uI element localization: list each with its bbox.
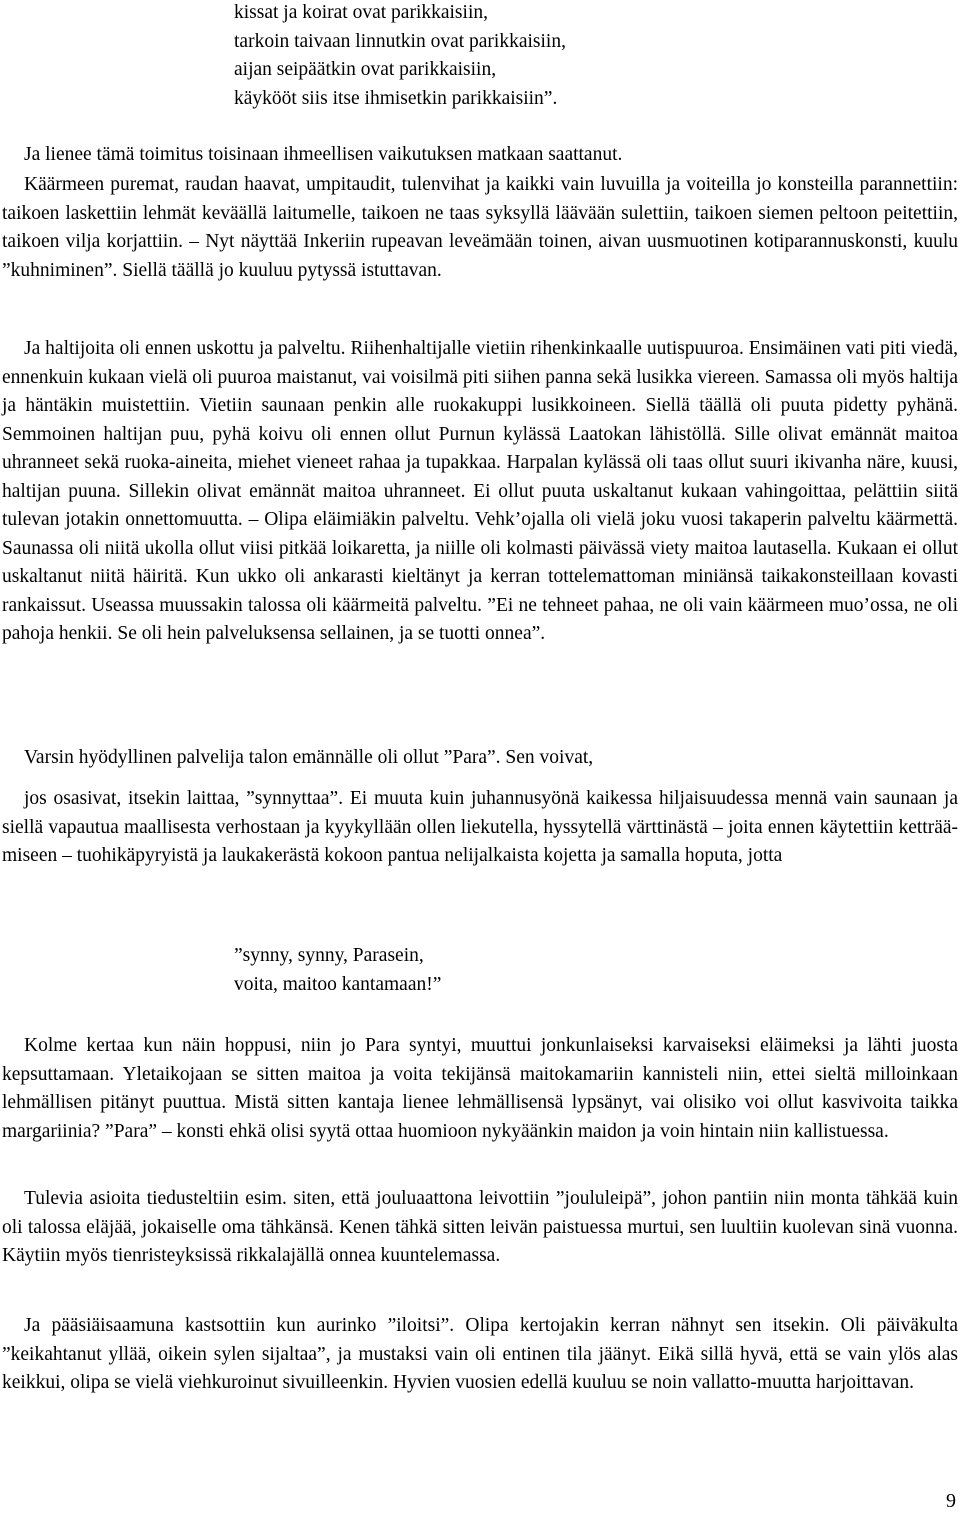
paragraph: Käärmeen puremat, raudan haavat, umpitaudit, tulenvihat ja kaikki vain luvuilla ja voiteilla jo konsteilla parannettiin: taikoen laskettiin lehmät keväällä laitumelle, taikoen ne taas syksyllä läävään sulettiin, taikoen siemen peltoon peitettiin, taikoen vilja korjattiin. – Nyt näyttää Inkeriin rupeavan leveämään toinen, aivan uusmuotinen kotiparannuskonsti, kuulu ”kuhniminen”. Siellä täällä jo kuuluu pytyssä istuttavan. — [2, 174, 958, 281]
verse-line: käykööt siis itse ihmisetkin parikkaisiin”. — [234, 87, 558, 109]
paragraph: Ja pääsiäisaamuna kastsottiin kun aurinko ”iloitsi”. Olipa kertojakin kerran nähnyt sen itsekin. Oli päiväkulta ”keikahtanut yllää, oikein sylen sijaltaa”, ja mustaksi vain oli entinen tila jäänyt. Eikä sillä hyvä, että se vain ylös alas keikkui, olipa se vielä viehkuroinut sivuilleenkin. Hyvien vuosien edellä kuuluu se noin vallatto-muutta harjoittavan. — [2, 1315, 958, 1393]
paragraph: Kolme kertaa kun näin hoppusi, niin jo Para syntyi, muuttui jonkunlaiseksi karvaiseksi eläimeksi ja lähti juosta kepsuttamaan. Yletaikojaan se sitten maitoa ja voita tekijänsä maitokamariin kannisteli niin, ettei sieltä milloinkaan lehmällisen pitänyt puuttua. Mistä sitten kantaja lienee lehmällisensä lypsänyt, vai olisiko voi ollut kasvivoita taikka margariinia? ”Para” – konsti ehkä olisi syytä ottaa huomioon nykyäänkin maidon ja voin hintain niin kallistuessa. — [2, 1035, 958, 1142]
paragraph: Ja lienee tämä toimitus toisinaan ihmeellisen vaikutuksen matkaan saattanut. — [24, 144, 623, 165]
verse-stanza-2 — [234, 942, 834, 999]
paragraph: jos osasivat, itsekin laittaa, ”synnyttaa”. Ei muuta kuin juhannusyönä kaikessa hiljaisuudessa mennä vain saunaan ja siellä vapautua maallisesta verhostaan ja kyykyllään ollen liekutella, hyssytellä värttinästä – joita ennen käytettiin ketträä-miseen – tuohikäpyryistä ja laukakerästä kokoon pantua nelijalkaista kojetta ja samalla hoputa, jotta — [2, 788, 958, 866]
paragraph: Tulevia asioita tiedusteltiin esim. siten, että jouluaattona leivottiin ”joululeipä”, johon pantiin niin monta tähkää kuin oli talossa eläjää, jokaiselle oma tähkänsä. Kenen tähkä sitten leivän paistuessa murtui, sen luultiin kuolevan sinä vuonna. Käytiin myös tienristeyksissä rikkalajällä onnea kuuntelemassa. — [2, 1188, 958, 1266]
verse-stanza-1 — [234, 0, 834, 113]
verse-line: aijan seipäätkin ovat parikkaisiin, — [234, 59, 497, 80]
verse-line: ”synny, synny, Parasein, — [234, 945, 424, 966]
page-number: 9 — [946, 1490, 956, 1512]
verse-line: tarkoin taivaan linnutkin ovat parikkaisiin, — [234, 30, 566, 52]
paragraph: Ja haltijoita oli ennen uskottu ja palveltu. Riihenhaltijalle vietiin rihenkinkaalle uutispuuroa. Ensimäinen vati piti viedä, ennenkuin kukaan vielä oli puuroa maistanut, vai voisilmä piti siihen panna sekä lusikka viereen. Samassa oli myös haltija ja häntäkin muistettiin. Vietiin saunaan penkin alle ruokakuppi lusikkoineen. Siellä täällä oli puuta pidetty pyhänä. Semmoinen haltijan puu, pyhä koivu oli ennen ollut Purnun kylässä Laatokan lähistöllä. Sille olivat emännät maitoa uhranneet sekä ruoka-aineita, miehet vieneet rahaa ja tupakkaa. Harpalan kylässä oli taas ollut suuri ikivanha näre, kuusi, haltijan puuna. Sillekin olivat emännät maitoa uhranneet. Ei ollut puuta uskaltanut kukaan vahingoittaa, pelättiin siitä tulevan jotakin onnettomuutta. – Olipa eläimiäkin palveltu. Vehk’ojalla oli vielä joku vuosi takaperin palveltu käärmettä. Saunassa oli niitä ukolla ollut viisi pitkää loikaretta, ja niille oli kolmasti päivässä viety maitoa lautasella. Kukaan ei ollut uskaltanut niitä häiritä. Kun ukko oli ankarasti kieltänyt ja kerran tottelemattoman miniänsä taikakonsteillaan kovasti rankaissut. Useassa muussakin talossa oli käärmeitä palveltu. ”Ei ne tehneet pahaa, ne oli vain käärmeen muo’ossa, ne oli pahoja henkii. Se oli hein palveluksensa sellainen, ja se tuotti onnea”. — [2, 338, 958, 644]
verse-line: kissat ja koirat ovat parikkaisiin, — [234, 2, 488, 23]
paragraph: Varsin hyödyllinen palvelija talon emännälle oli ollut ”Para”. Sen voivat, — [24, 747, 594, 768]
verse-line: voita, maitoo kantamaan!” — [234, 973, 442, 995]
